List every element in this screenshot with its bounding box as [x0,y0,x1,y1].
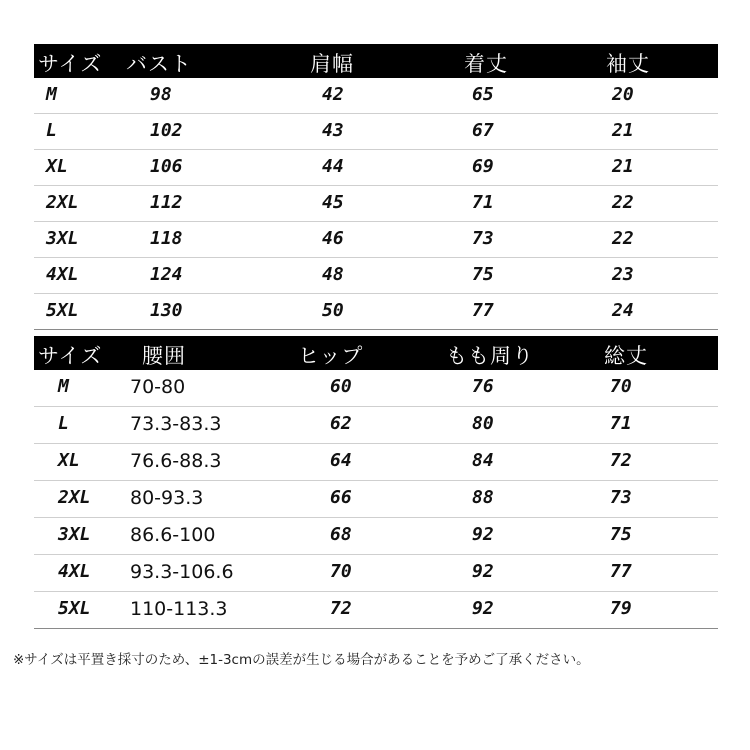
header-thigh: もも周り [446,344,534,368]
cell-size: L [58,413,69,434]
cell-sleeve: 22 [612,228,634,249]
cell-shoulder: 46 [322,228,344,249]
cell-bust: 106 [150,156,183,177]
cell-size: L [46,120,57,141]
cell-size: 4XL [58,561,91,582]
cell-length: 71 [472,192,494,213]
cell-hip: 68 [330,524,352,545]
cell-waist: 110-113.3 [130,598,228,620]
header-size: サイズ [38,52,103,76]
header-size: サイズ [38,344,103,368]
table-row [34,407,718,444]
measurement-note: ※サイズは平置き採寸のため、±1-3cmの誤差が生じる場合があることを予めご了承ください。 [13,652,590,668]
cell-hip: 60 [330,376,352,397]
cell-length: 67 [472,120,494,141]
cell-waist: 93.3-106.6 [130,561,234,583]
cell-bust: 130 [150,300,183,321]
table-header [34,44,718,78]
table-row [34,481,718,518]
cell-total-length: 71 [610,413,632,434]
cell-size: 5XL [46,300,79,321]
cell-size: XL [46,156,68,177]
cell-length: 75 [472,264,494,285]
cell-thigh: 80 [472,413,494,434]
cell-thigh: 84 [472,450,494,471]
size-table-lower [34,336,718,629]
table-header [34,336,718,370]
table-row [34,186,718,222]
cell-waist: 70-80 [130,376,186,398]
cell-sleeve: 22 [612,192,634,213]
cell-total-length: 77 [610,561,632,582]
cell-sleeve: 21 [612,156,634,177]
table-row [34,444,718,481]
cell-thigh: 88 [472,487,494,508]
cell-size: 3XL [46,228,79,249]
cell-length: 77 [472,300,494,321]
cell-waist: 86.6-100 [130,524,216,546]
header-total-length: 総丈 [604,344,648,368]
cell-total-length: 72 [610,450,632,471]
cell-bust: 118 [150,228,183,249]
table-row [34,78,718,114]
cell-thigh: 76 [472,376,494,397]
table-row [34,114,718,150]
cell-sleeve: 24 [612,300,634,321]
cell-hip: 72 [330,598,352,619]
cell-shoulder: 44 [322,156,344,177]
cell-thigh: 92 [472,561,494,582]
table-row [34,518,718,555]
cell-total-length: 75 [610,524,632,545]
table-row [34,150,718,186]
header-hip: ヒップ [298,344,364,368]
cell-size: 5XL [58,598,91,619]
cell-bust: 98 [150,84,172,105]
cell-waist: 73.3-83.3 [130,413,222,435]
header-sleeve: 袖丈 [606,52,650,76]
cell-shoulder: 45 [322,192,344,213]
cell-thigh: 92 [472,524,494,545]
cell-shoulder: 48 [322,264,344,285]
cell-bust: 112 [150,192,183,213]
cell-shoulder: 42 [322,84,344,105]
cell-sleeve: 20 [612,84,634,105]
cell-waist: 76.6-88.3 [130,450,222,472]
cell-length: 69 [472,156,494,177]
cell-waist: 80-93.3 [130,487,204,509]
cell-hip: 64 [330,450,352,471]
header-waist: 腰囲 [142,344,186,368]
cell-size: M [58,376,69,397]
cell-shoulder: 50 [322,300,344,321]
header-shoulder: 肩幅 [310,52,354,76]
table-row [34,370,718,407]
cell-shoulder: 43 [322,120,344,141]
table-row [34,222,718,258]
cell-length: 65 [472,84,494,105]
cell-sleeve: 21 [612,120,634,141]
table-row [34,592,718,629]
header-length: 着丈 [464,52,508,76]
table-row [34,294,718,330]
cell-size: 2XL [58,487,91,508]
table-row [34,555,718,592]
cell-hip: 62 [330,413,352,434]
cell-total-length: 73 [610,487,632,508]
cell-hip: 66 [330,487,352,508]
cell-size: 4XL [46,264,79,285]
cell-total-length: 79 [610,598,632,619]
size-table-upper [34,44,718,330]
cell-size: 3XL [58,524,91,545]
cell-thigh: 92 [472,598,494,619]
cell-size: M [46,84,57,105]
cell-bust: 102 [150,120,183,141]
header-bust: バスト [126,52,192,76]
cell-size: XL [58,450,80,471]
cell-sleeve: 23 [612,264,634,285]
cell-size: 2XL [46,192,79,213]
cell-hip: 70 [330,561,352,582]
cell-total-length: 70 [610,376,632,397]
table-row [34,258,718,294]
cell-length: 73 [472,228,494,249]
cell-bust: 124 [150,264,183,285]
